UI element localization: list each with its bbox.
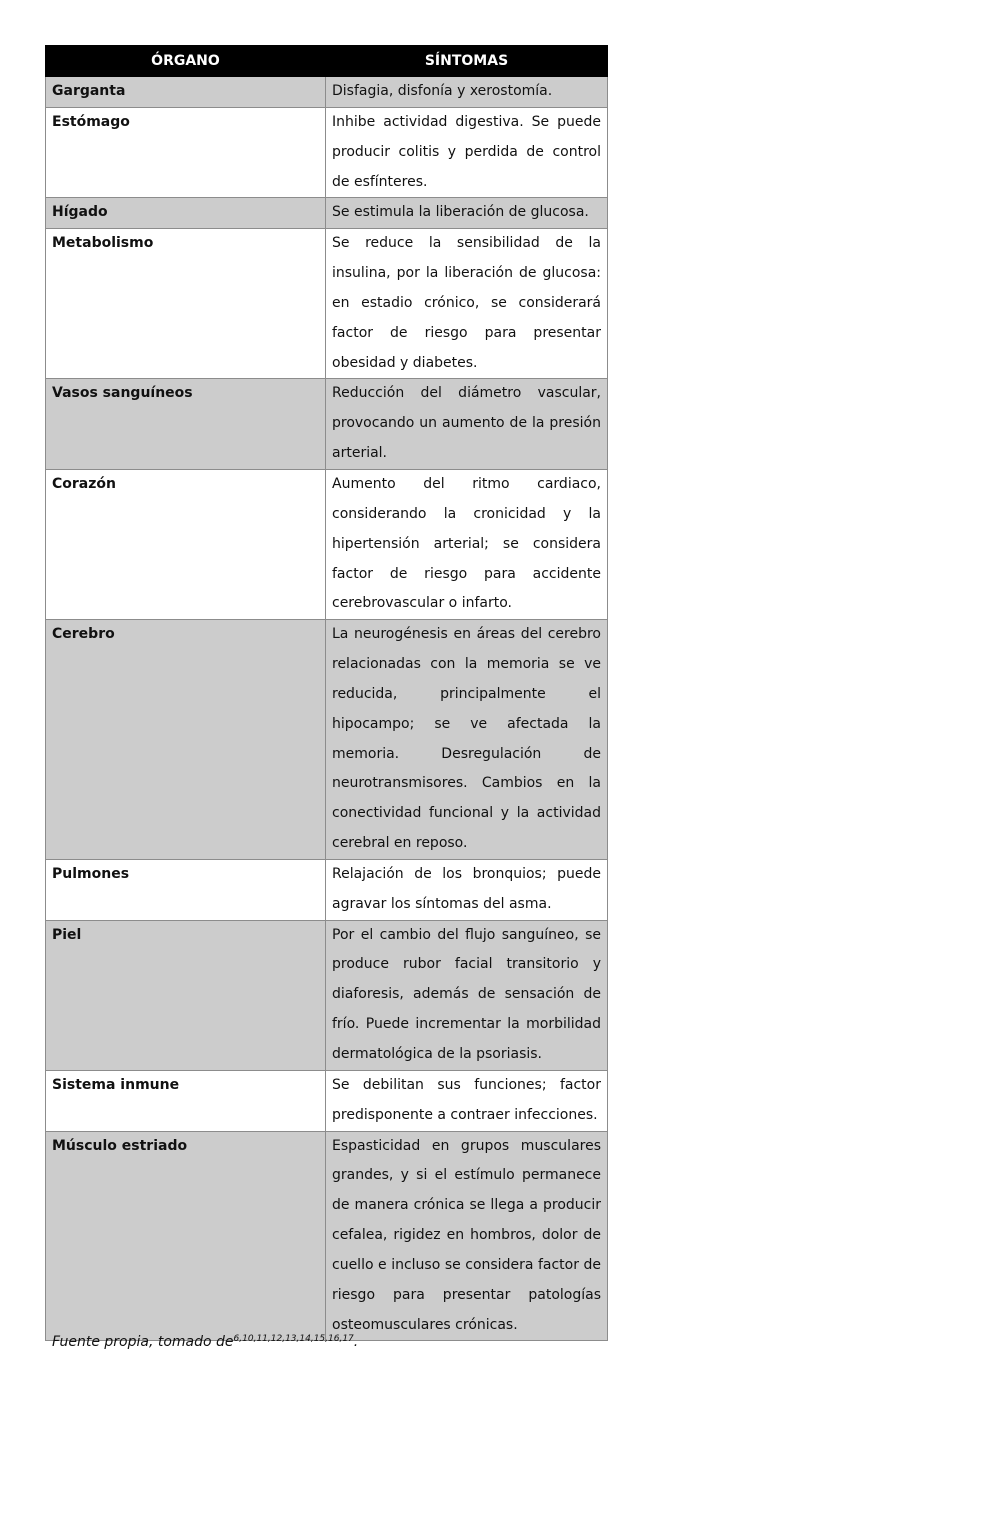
organ-cell: Vasos sanguíneos <box>46 379 326 470</box>
organ-cell: Músculo estriado <box>46 1131 326 1341</box>
table-row <box>46 920 608 1070</box>
organ-cell: Metabolismo <box>46 229 326 379</box>
symptoms-cell: Por el cambio del flujo sanguíneo, se produce rubor facial transitorio y diaforesis, además de sensación de frío. Puede incrementar la morbilidad dermatológica de la psoriasis. <box>326 920 608 1070</box>
table-row <box>46 77 608 108</box>
symptoms-cell: Se reduce la sensibilidad de la insulina, por la liberación de glucosa: en estadio crónico, se considerará factor de riesgo para presentar obesidad y diabetes. <box>326 229 608 379</box>
table-row <box>46 859 608 920</box>
table-row <box>46 198 608 229</box>
source-note <box>52 1332 358 1352</box>
table-row <box>46 1131 608 1341</box>
symptoms-cell: Espasticidad en grupos musculares grandes, y si el estímulo permanece de manera crónica se llega a producir cefalea, rigidez en hombros, dolor de cuello e incluso se considera factor de riesgo para presentar patologías osteomusculares crónicas. <box>326 1131 608 1341</box>
table-row <box>46 379 608 470</box>
table-row <box>46 1070 608 1131</box>
table-row <box>46 469 608 619</box>
header-organ: ÓRGANO <box>46 46 326 77</box>
source-references: 6,10,11,12,13,14,15,16,17 <box>233 1334 354 1344</box>
symptoms-cell: Aumento del ritmo cardiaco, considerando la cronicidad y la hipertensión arterial; se considera factor de riesgo para accidente cerebrovascular o infarto. <box>326 469 608 619</box>
symptoms-cell: Relajación de los bronquios; puede agravar los síntomas del asma. <box>326 859 608 920</box>
organ-cell: Estómago <box>46 107 326 198</box>
organ-cell: Sistema inmune <box>46 1070 326 1131</box>
symptoms-cell: La neurogénesis en áreas del cerebro relacionadas con la memoria se ve reducida, principalmente el hipocampo; se ve afectada la memoria. Desregulación de neurotransmisores. Cambios en la conectividad funcional y la actividad cerebral en reposo. <box>326 620 608 860</box>
organ-cell: Piel <box>46 920 326 1070</box>
table-row <box>46 229 608 379</box>
table-row <box>46 620 608 860</box>
organ-cell: Corazón <box>46 469 326 619</box>
source-text: Fuente propia, tomado de <box>52 1334 234 1350</box>
table-header-row <box>46 46 608 77</box>
organ-cell: Garganta <box>46 77 326 108</box>
table-body <box>46 77 608 1341</box>
organ-symptoms-table <box>45 45 608 1341</box>
organ-cell: Cerebro <box>46 620 326 860</box>
symptoms-cell: Inhibe actividad digestiva. Se puede producir colitis y perdida de control de esfínteres. <box>326 107 608 198</box>
organ-cell: Pulmones <box>46 859 326 920</box>
organ-cell: Hígado <box>46 198 326 229</box>
source-end: . <box>353 1334 359 1350</box>
header-symptoms: SÍNTOMAS <box>326 46 608 77</box>
symptoms-cell: Se debilitan sus funciones; factor predisponente a contraer infecciones. <box>326 1070 608 1131</box>
symptoms-cell: Disfagia, disfonía y xerostomía. <box>326 77 608 108</box>
table-row <box>46 107 608 198</box>
symptoms-cell: Reducción del diámetro vascular, provocando un aumento de la presión arterial. <box>326 379 608 470</box>
symptoms-cell: Se estimula la liberación de glucosa. <box>326 198 608 229</box>
